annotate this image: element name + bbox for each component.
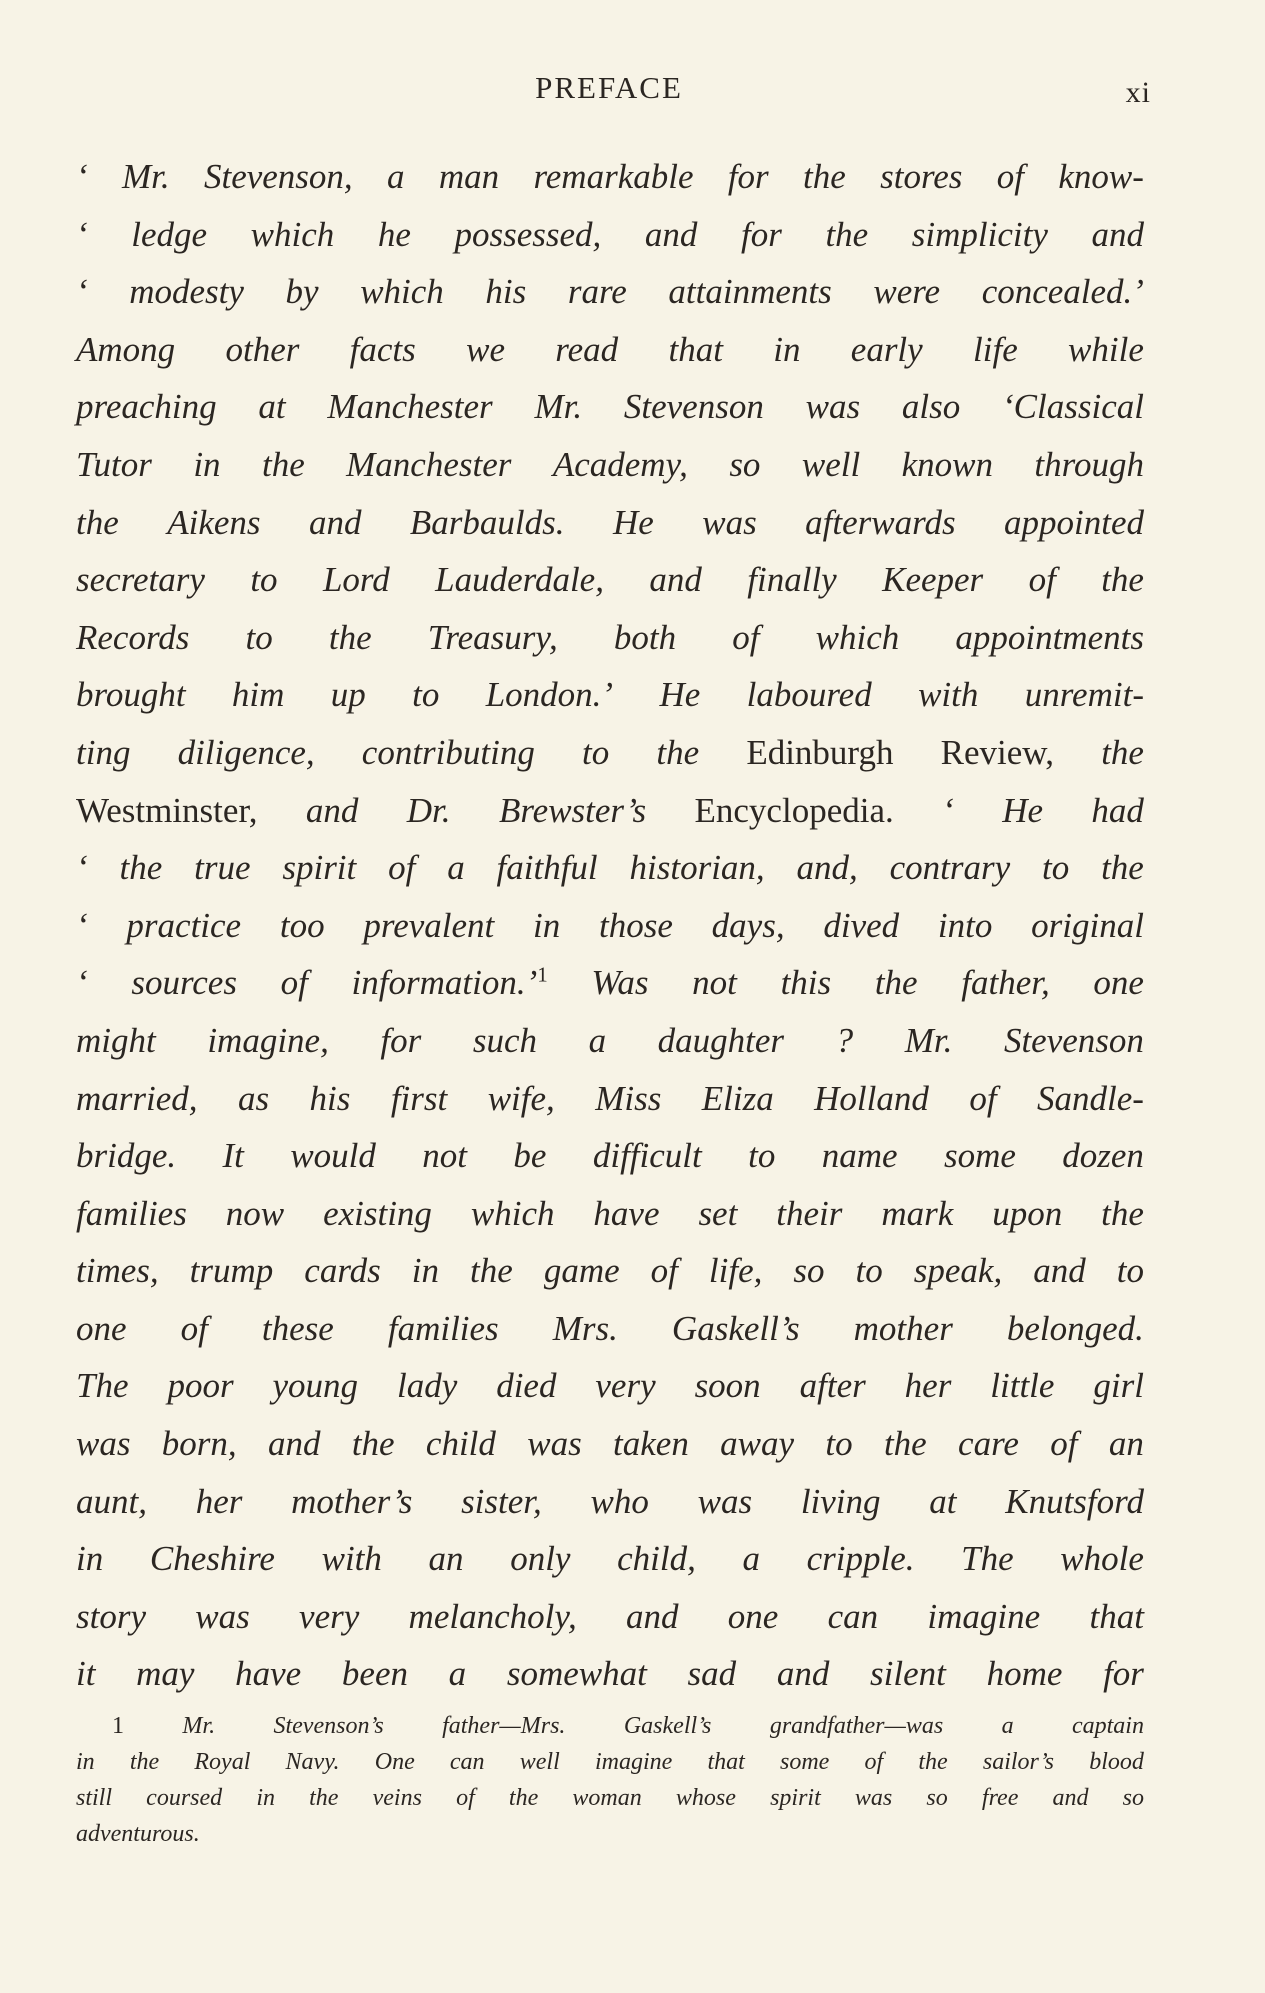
body-text (76, 148, 1144, 1703)
text-line: Among other facts we read that in early life while (76, 329, 1144, 369)
text-line: ‘ sources of information.’$^1$ Was not this the father, one (76, 962, 1144, 1003)
footnote-line: 1 Mr. Stevenson’s father—Mrs. Gaskell’s grandfather—was a captain (76, 1708, 1144, 1744)
text-line: one of these families Mrs. Gaskell’s mother belonged. (76, 1308, 1144, 1348)
text-line: brought him up to London.’ He laboured with unremit- (76, 675, 1144, 715)
page-number: xi (1125, 76, 1151, 109)
footnote-block (76, 1708, 1144, 1852)
text-line: ‘ Mr. Stevenson, a man remarkable for the stores of know- (76, 157, 1144, 196)
text-line: ting diligence, contributing to the Edinburgh Review, the (76, 732, 1144, 772)
text-line: bridge. It would not be difficult to name some dozen (76, 1136, 1144, 1176)
footnote-line: still coursed in the veins of the woman whose spirit was so free and so (76, 1785, 1144, 1811)
footnote-line: adventurous. (76, 1821, 200, 1847)
text-line: the Aikens and Barbaulds. He was afterwards appointed (76, 502, 1144, 542)
text-line: ‘ ledge which he possessed, and for the simplicity and (76, 214, 1144, 254)
text-line: ‘ practice too prevalent in those days, dived into original (76, 905, 1144, 945)
text-line: married, as his first wife, Miss Eliza Holland of Sandle- (76, 1078, 1144, 1118)
text-line: Westminster, and Dr. Brewster’s Encyclopedia. ‘ He had (76, 790, 1144, 830)
text-line: was born, and the child was taken away to the care of an (76, 1424, 1144, 1464)
text-line: Records to the Treasury, both of which appointments (76, 617, 1144, 657)
text-line: secretary to Lord Lauderdale, and finally Keeper of the (76, 560, 1144, 600)
text-line: aunt, her mother’s sister, who was living at Knutsford (76, 1481, 1144, 1521)
text-line: it may have been a somewhat sad and silent home for (76, 1654, 1144, 1694)
text-line: The poor young lady died very soon after her little girl (76, 1366, 1144, 1406)
footnote-marker: 1 (112, 1713, 124, 1739)
footnote-line: in the Royal Navy. One can well imagine that some of the sailor’s blood (76, 1749, 1144, 1775)
text-line: ‘ modesty by which his rare attainments were concealed.’ (76, 272, 1144, 312)
text-line: might imagine, for such a daughter ? Mr. Stevenson (76, 1020, 1144, 1060)
text-line: preaching at Manchester Mr. Stevenson was also ‘Classical (76, 387, 1144, 427)
text-line: families now existing which have set their mark upon the (76, 1193, 1144, 1233)
running-header-title: PREFACE (535, 70, 683, 105)
text-line: in Cheshire with an only child, a cripple. The whole (76, 1539, 1144, 1579)
text-line: ‘ the true spirit of a faithful historian, and, contrary to the (76, 848, 1144, 888)
text-line: times, trump cards in the game of life, so to speak, and to (76, 1251, 1144, 1291)
text-line: Tutor in the Manchester Academy, so well known through (76, 444, 1144, 484)
text-line: story was very melancholy, and one can imagine that (76, 1596, 1144, 1636)
